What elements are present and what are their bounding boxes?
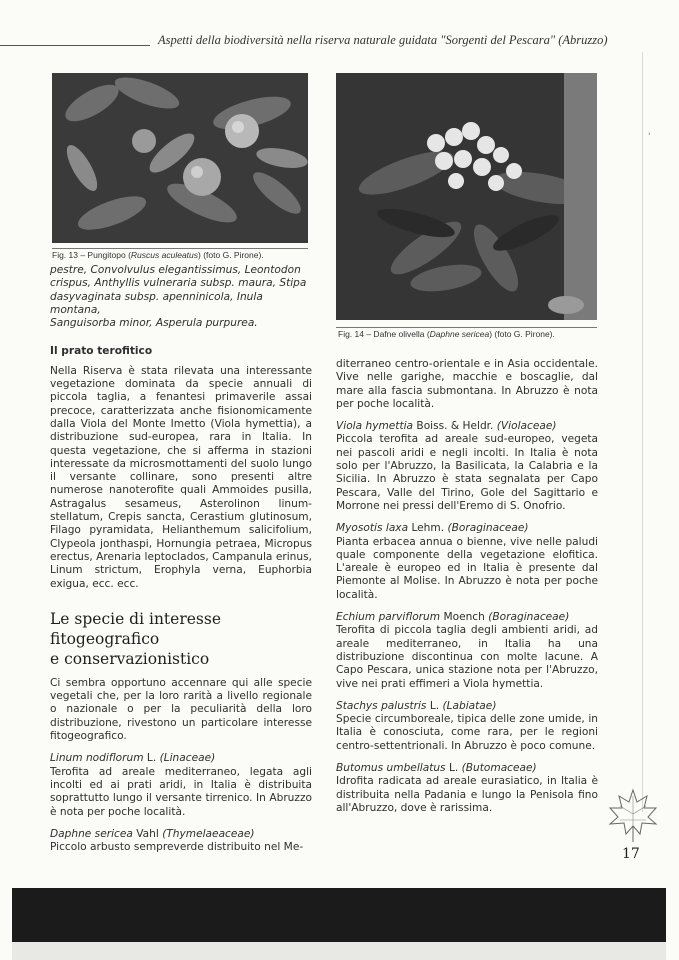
footer-margin bbox=[12, 942, 666, 960]
intro-line: crispus, Anthyllis vulneraria subsp. maura, Stipa bbox=[50, 277, 307, 290]
species-heading-viola: Viola hymettia Boiss. & Heldr. (Violaceae) bbox=[336, 420, 557, 433]
species-heading-myosotis: Myosotis laxa Lehm. (Boraginaceae) bbox=[336, 522, 529, 535]
ruscus-berries-illustration bbox=[52, 73, 308, 243]
species-text-butomus: Idrofita radicata ad areale eurasiatico, in Italia è distribuita nella Padania e lungo la Penisola fino all'Abruzzo, dove è rarissima. bbox=[336, 775, 598, 814]
species-text-stachys: Specie circumboreale, tipica delle zone umide, in Italia è conosciuta, come rara, per le regioni centro-settentrionali. In Abruzzo è poco comune. bbox=[336, 713, 598, 752]
footer-band bbox=[12, 888, 666, 942]
header-rule bbox=[0, 45, 150, 46]
species-list-continuation bbox=[50, 264, 312, 330]
maple-leaf-icon bbox=[604, 786, 662, 844]
section-title bbox=[50, 609, 312, 669]
figure-14-caption-rule bbox=[336, 327, 597, 328]
figure-14-caption: Fig. 14 – Dafne olivella (Daphne sericea) (foto G. Pirone). bbox=[338, 329, 555, 339]
page-edge-line bbox=[642, 52, 643, 812]
species-text-daphne: Piccolo arbusto sempreverde distribuito nel Me- bbox=[50, 841, 304, 854]
species-heading-linum: Linum nodiflorum L. (Linaceae) bbox=[50, 752, 216, 765]
species-text-linum: Terofita ad areale mediterraneo, legata agli incolti ed ai prati aridi, in Italia è distribuita soprattutto lungo il versante tirrenico. In Abruzzo è nota per poche località. bbox=[50, 765, 312, 818]
daphne-flowers-illustration bbox=[336, 73, 597, 320]
left-column bbox=[50, 264, 312, 854]
daphne-continuation-paragraph: diterraneo centro-orientale e in Asia occidentale. Vive nelle garighe, macchie e boscaglie, dal mare alla fascia submontana. In Abruzzo è nota per poche località. bbox=[336, 358, 598, 410]
species-text-myosotis: Pianta erbacea annua o bienne, vive nelle paludi quale componente della vegetazione elofitica. L'areale è europeo ed in Italia è presente dal Piemonte al Molise. In Abruzzo è nota per poche località. bbox=[336, 535, 598, 601]
section-title-line: e conservazionistico bbox=[50, 649, 210, 668]
prato-terofitico-paragraph: Nella Riserva è stata rilevata una interessante vegetazione dominata da specie annuali di piccola taglia, a fenantesi primaverile assai precoce, caratterizzata anche fisionomicamente dalla Viola del Monte Imetto (Viola hymettia), a distribuzione sud-europea, rara in Italia. In questa vegetazione, che si afferma in stazioni interessate da microsmottamenti del suolo lungo il versante collinare, sono presenti altre numerose nanoterofite quali Ammoides pusilla, Astragalus sesameus, Asterolinon linum-stellatum, Crepis sancta, Cerastium glutinosum, Filago pyramidata, Helianthemum salicifolium, Clypeola jonthaspi, Hornungia petraea, Micropus erectus, Arenaria leptoclados, Campanula erinus, Linum strictum, Erophyla verna, Euphorbia exigua, ecc. ecc. bbox=[50, 364, 312, 590]
species-heading-butomus: Butomus umbellatus L. (Butomaceae) bbox=[336, 762, 537, 775]
species-heading-echium: Echium parviflorum Moench (Boraginaceae) bbox=[336, 611, 570, 624]
margin-mark: ' bbox=[648, 132, 651, 142]
species-heading-stachys: Stachys palustris L. (Labiatae) bbox=[336, 699, 497, 712]
section-intro-paragraph: Ci sembra opportuno accennare qui alle specie vegetali che, per la loro rarità a livello regionale o nazionale o per la peculiarità della loro distribuzione, rivestono un particolare interesse fitogeografico. bbox=[50, 676, 312, 743]
species-heading-daphne: Daphne sericea Vahl (Thymelaeaceae) bbox=[50, 827, 255, 840]
figure-13-caption-rule bbox=[52, 248, 308, 249]
right-column bbox=[336, 358, 598, 815]
running-header: Aspetti della biodiversità nella riserva naturale guidata "Sorgenti del Pescara" (Abruzzo) bbox=[158, 33, 608, 47]
section-title-line: Le specie di interesse fitogeografico bbox=[50, 609, 221, 648]
page-number: 17 bbox=[622, 846, 640, 862]
species-text-viola: Piccola terofita ad areale sud-europeo, vegeta nei pascoli aridi e negli incolti. In Italia è nota solo per l'Abruzzo, la Basilicata, la Calabria e la Sicilia. In Abruzzo è stata segnalata per Capo Pescara, Valle del Tirino, Gole del Sagittario e Morrone nei pressi dell'Eremo di S. Onofrio. bbox=[336, 433, 598, 512]
intro-line: dasyvaginata subsp. apenninicola, Inula montana, bbox=[50, 290, 263, 316]
subheading-prato-terofitico: Il prato terofitico bbox=[50, 345, 153, 358]
figure-14-photo bbox=[336, 73, 597, 320]
figure-13-photo bbox=[52, 73, 308, 243]
species-text-echium: Terofita di piccola taglia degli ambienti aridi, ad areale mediterraneo, in Italia ha una distribuzione discontinua con molte lacune. A Capo Pescara, unica stazione nota per l'Abruzzo, vive nei prati effimeri a Viola hymettia. bbox=[336, 624, 598, 690]
intro-line: Sanguisorba minor, Asperula purpurea. bbox=[50, 317, 258, 330]
intro-line: pestre, Convolvulus elegantissimus, Leontodon bbox=[50, 264, 301, 276]
figure-13-caption: Fig. 13 – Pungitopo (Ruscus aculeatus) (foto G. Pirone). bbox=[52, 250, 264, 260]
